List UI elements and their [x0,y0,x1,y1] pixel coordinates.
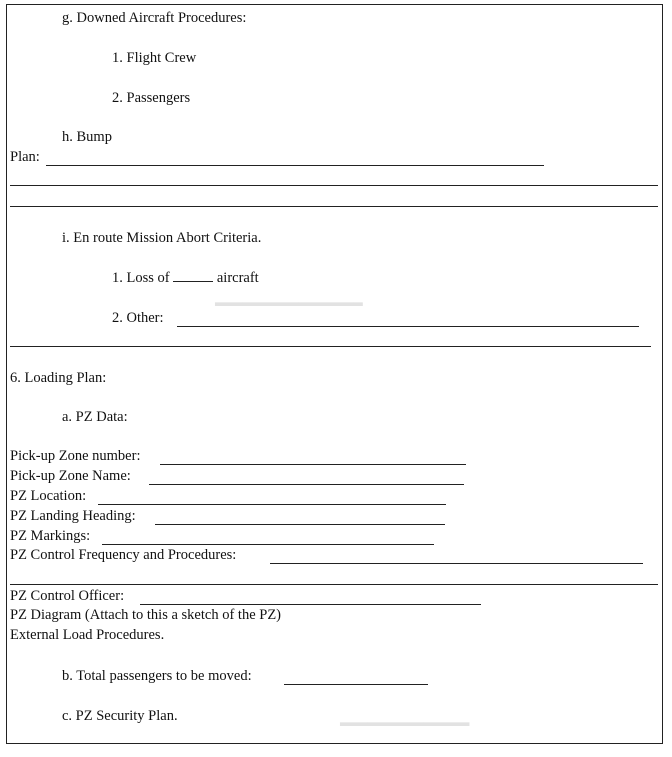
pz-diagram-note: PZ Diagram (Attach to this a sketch of the PZ) [10,607,282,623]
pz-control-frequency-label: PZ Control Frequency and Procedures: [10,547,237,563]
pz-landing-heading-input[interactable] [155,524,445,525]
pz-data-heading: a. PZ Data: [62,409,128,425]
section-divider-line [10,346,651,347]
pz-markings-label: PZ Markings: [10,528,91,544]
passengers-item: 2. Passengers [112,90,191,106]
pickup-zone-name-input[interactable] [149,484,464,485]
pickup-zone-number-label: Pick-up Zone number: [10,448,141,464]
pz-control-officer-label: PZ Control Officer: [10,588,125,604]
pz-markings-input[interactable] [102,544,434,545]
pz-control-frequency-input[interactable] [270,563,643,564]
loss-prefix: 1. Loss of [112,270,170,286]
plan-input-line[interactable] [46,165,544,166]
external-load-procedures: External Load Procedures. [10,627,165,643]
section-h-heading: h. Bump [62,129,112,145]
total-passengers-label: b. Total passengers to be moved: [62,668,252,684]
pz-landing-heading-label: PZ Landing Heading: [10,508,136,524]
other-input-line[interactable] [177,326,639,327]
pz-location-label: PZ Location: [10,488,87,504]
flight-crew-item: 1. Flight Crew [112,50,197,66]
pickup-zone-number-input[interactable] [160,464,466,465]
loss-count-blank[interactable] [173,269,213,282]
plan-continuation-line[interactable] [10,185,658,186]
loss-suffix: aircraft [216,270,259,286]
pz-security-plan: c. PZ Security Plan. [62,708,178,724]
bleed-through-text: ▂▂▂▂▂▂▂▂▂▂▂▂▂▂▂▂ [215,292,363,306]
other-label: 2. Other: [112,310,164,326]
section-g-heading: g. Downed Aircraft Procedures: [62,10,247,26]
pz-control-frequency-continuation[interactable] [10,584,658,585]
plan-continuation-line[interactable] [10,206,658,207]
loading-plan-heading: 6. Loading Plan: [10,370,107,386]
pz-control-officer-input[interactable] [140,604,481,605]
plan-label: Plan: [10,149,40,165]
loss-of-aircraft-item [112,269,259,287]
section-i-heading: i. En route Mission Abort Criteria. [62,230,262,246]
pz-location-input[interactable] [98,504,446,505]
pickup-zone-name-label: Pick-up Zone Name: [10,468,131,484]
total-passengers-input[interactable] [284,684,428,685]
bleed-through-text: ▂▂▂▂▂▂▂▂▂▂▂▂▂▂ [340,712,470,726]
